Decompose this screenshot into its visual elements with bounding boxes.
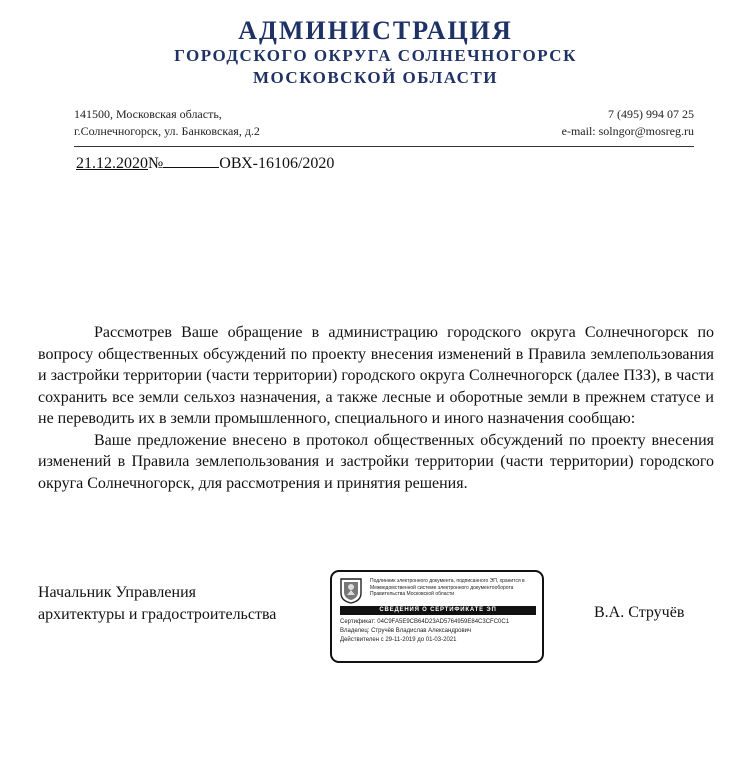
letterhead-title: АДМИНИСТРАЦИЯ (238, 16, 513, 45)
address-line-1: 141500, Московская область, (74, 107, 222, 121)
registration-date: 21.12.2020 (76, 155, 148, 172)
position-line-2: архитектуры и градостроительства (38, 606, 277, 623)
contact-info (562, 106, 694, 140)
signatory-name: В.А. Стручёв (594, 604, 685, 621)
coat-of-arms-icon (340, 578, 362, 604)
number-underline (163, 153, 219, 168)
electronic-signature-stamp (330, 570, 544, 663)
position-line-1: Начальник Управления (38, 584, 196, 601)
letter-body (38, 322, 714, 494)
letterhead-subtitle-line1: ГОРОДСКОГО ОКРУГА СОЛНЕЧНОГОРСК (174, 46, 577, 65)
certificate-owner: Владелец: Стручёв Владислав Александрович (340, 628, 472, 634)
stamp-intro-text: Подлинник электронного документа, подписанного ЭП, хранится в Межведомственной системе электронного документооборота Правительства Московской области (370, 578, 525, 597)
body-paragraph-2: Ваше предложение внесено в протокол общественных обсуждений по проекту внесения изменений в Правила землепользования и застройки территории (части территории) городского округа Солнечногорск, для рассмотрения и принятия решения. (38, 431, 714, 492)
body-paragraph-1: Рассмотрев Ваше обращение в администрацию городского округа Солнечногорск по вопросу общественных обсуждений по проекту внесения изменений в Правила землепользования и застройки территории (части территории) городского округа Солнечногорск (далее ПЗЗ), в части сохранить все земли сельхоз назначения, а также лесные и оборотные земли в прежнем статусе и не переводить их в земли промышленного, специального и иного назначения сообщаю: (38, 324, 714, 427)
registration-number: ОВХ-16106/2020 (219, 155, 335, 172)
signatory-position (38, 582, 276, 626)
header-divider (74, 146, 694, 147)
postal-address (74, 106, 260, 140)
phone-number: 7 (495) 994 07 25 (608, 107, 694, 121)
certificate-validity: Действителен с 29-11-2019 до 01-03-2021 (340, 637, 457, 643)
registration-line (76, 153, 334, 173)
number-sign: № (148, 155, 164, 172)
certificate-header: СВЕДЕНИЯ О СЕРТИФИКАТЕ ЭП (340, 606, 536, 615)
letterhead-subtitle-line2: МОСКОВСКОЙ ОБЛАСТИ (252, 68, 499, 87)
email-address: e-mail: solngor@mosreg.ru (561, 124, 694, 138)
address-line-2: г.Солнечногорск, ул. Банковская, д.2 (74, 124, 260, 138)
certificate-serial: Сертификат: 04C9FA5E9CB64D23AD5764959E84C3CFC0C1 (340, 619, 510, 625)
